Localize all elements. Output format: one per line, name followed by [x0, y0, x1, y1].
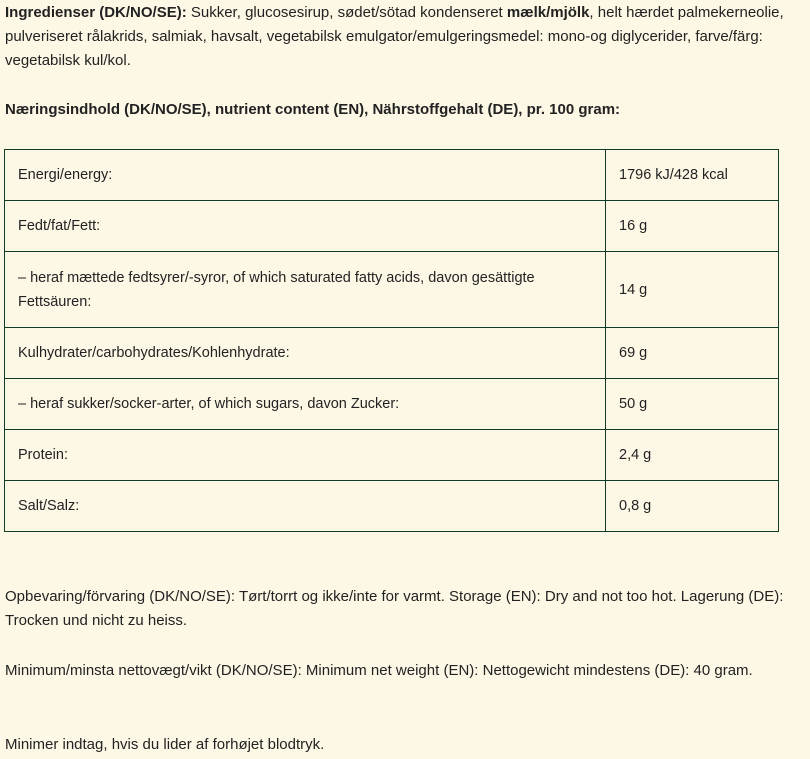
table-row [5, 481, 779, 532]
table-row [5, 150, 779, 201]
nutrient-value: 1796 kJ/428 kcal [606, 150, 779, 201]
nutrient-label: – heraf mættede fedtsyrer/-syror, of which saturated fatty acids, davon gesättigte Fettsäuren: [5, 252, 606, 328]
table-row [5, 430, 779, 481]
nutrient-label: Fedt/fat/Fett: [5, 201, 606, 252]
nutrition-heading: Næringsindhold (DK/NO/SE), nutrient content (EN), Nährstoffgehalt (DE), pr. 100 gram: [5, 101, 621, 118]
table-row [5, 379, 779, 430]
ingredients-paragraph [5, 1, 795, 73]
net-weight-paragraph: Minimum/minsta nettovægt/vikt (DK/NO/SE): Minimum net weight (EN): Nettogewicht mindestens (DE): 40 gram. [5, 662, 753, 679]
nutrient-label: Salt/Salz: [5, 481, 606, 532]
nutrient-value: 0,8 g [606, 481, 779, 532]
nutrient-value: 16 g [606, 201, 779, 252]
allergen-milk: mælk/mjölk [506, 4, 590, 21]
nutrition-table [4, 149, 779, 532]
nutrient-value: 2,4 g [606, 430, 779, 481]
table-row [5, 328, 779, 379]
storage-paragraph: Opbevaring/förvaring (DK/NO/SE): Tørt/torrt og ikke/inte for varmt. Storage (EN): Dry and not too hot. Lagerung (DE): Trocken und nicht zu heiss. [5, 588, 784, 629]
ingredients-text-1: Sukker, glucosesirup, sødet/sötad kondenseret [186, 4, 507, 21]
nutrient-value: 50 g [606, 379, 779, 430]
nutrient-label: – heraf sukker/socker-arter, of which sugars, davon Zucker: [5, 379, 606, 430]
blood-pressure-warning: Minimer indtag, hvis du lider af forhøjet blodtryk. [5, 736, 325, 753]
nutrient-value: 69 g [606, 328, 779, 379]
nutrient-label: Protein: [5, 430, 606, 481]
ingredients-label: Ingredienser (DK/NO/SE): [5, 4, 187, 21]
table-row [5, 252, 779, 328]
nutrient-label: Kulhydrater/carbohydrates/Kohlenhydrate: [5, 328, 606, 379]
table-row [5, 201, 779, 252]
nutrient-label: Energi/energy: [5, 150, 606, 201]
nutrient-value: 14 g [606, 252, 779, 328]
ingredients-text-2: , helt hærdet palmekerneolie, pulveriseret rålakrids, salmiak, havsalt, vegetabilsk emulgator/emulgeringsmedel: mono-og diglycerider, farve/färg: vegetabilsk kul/kol. [5, 4, 784, 69]
